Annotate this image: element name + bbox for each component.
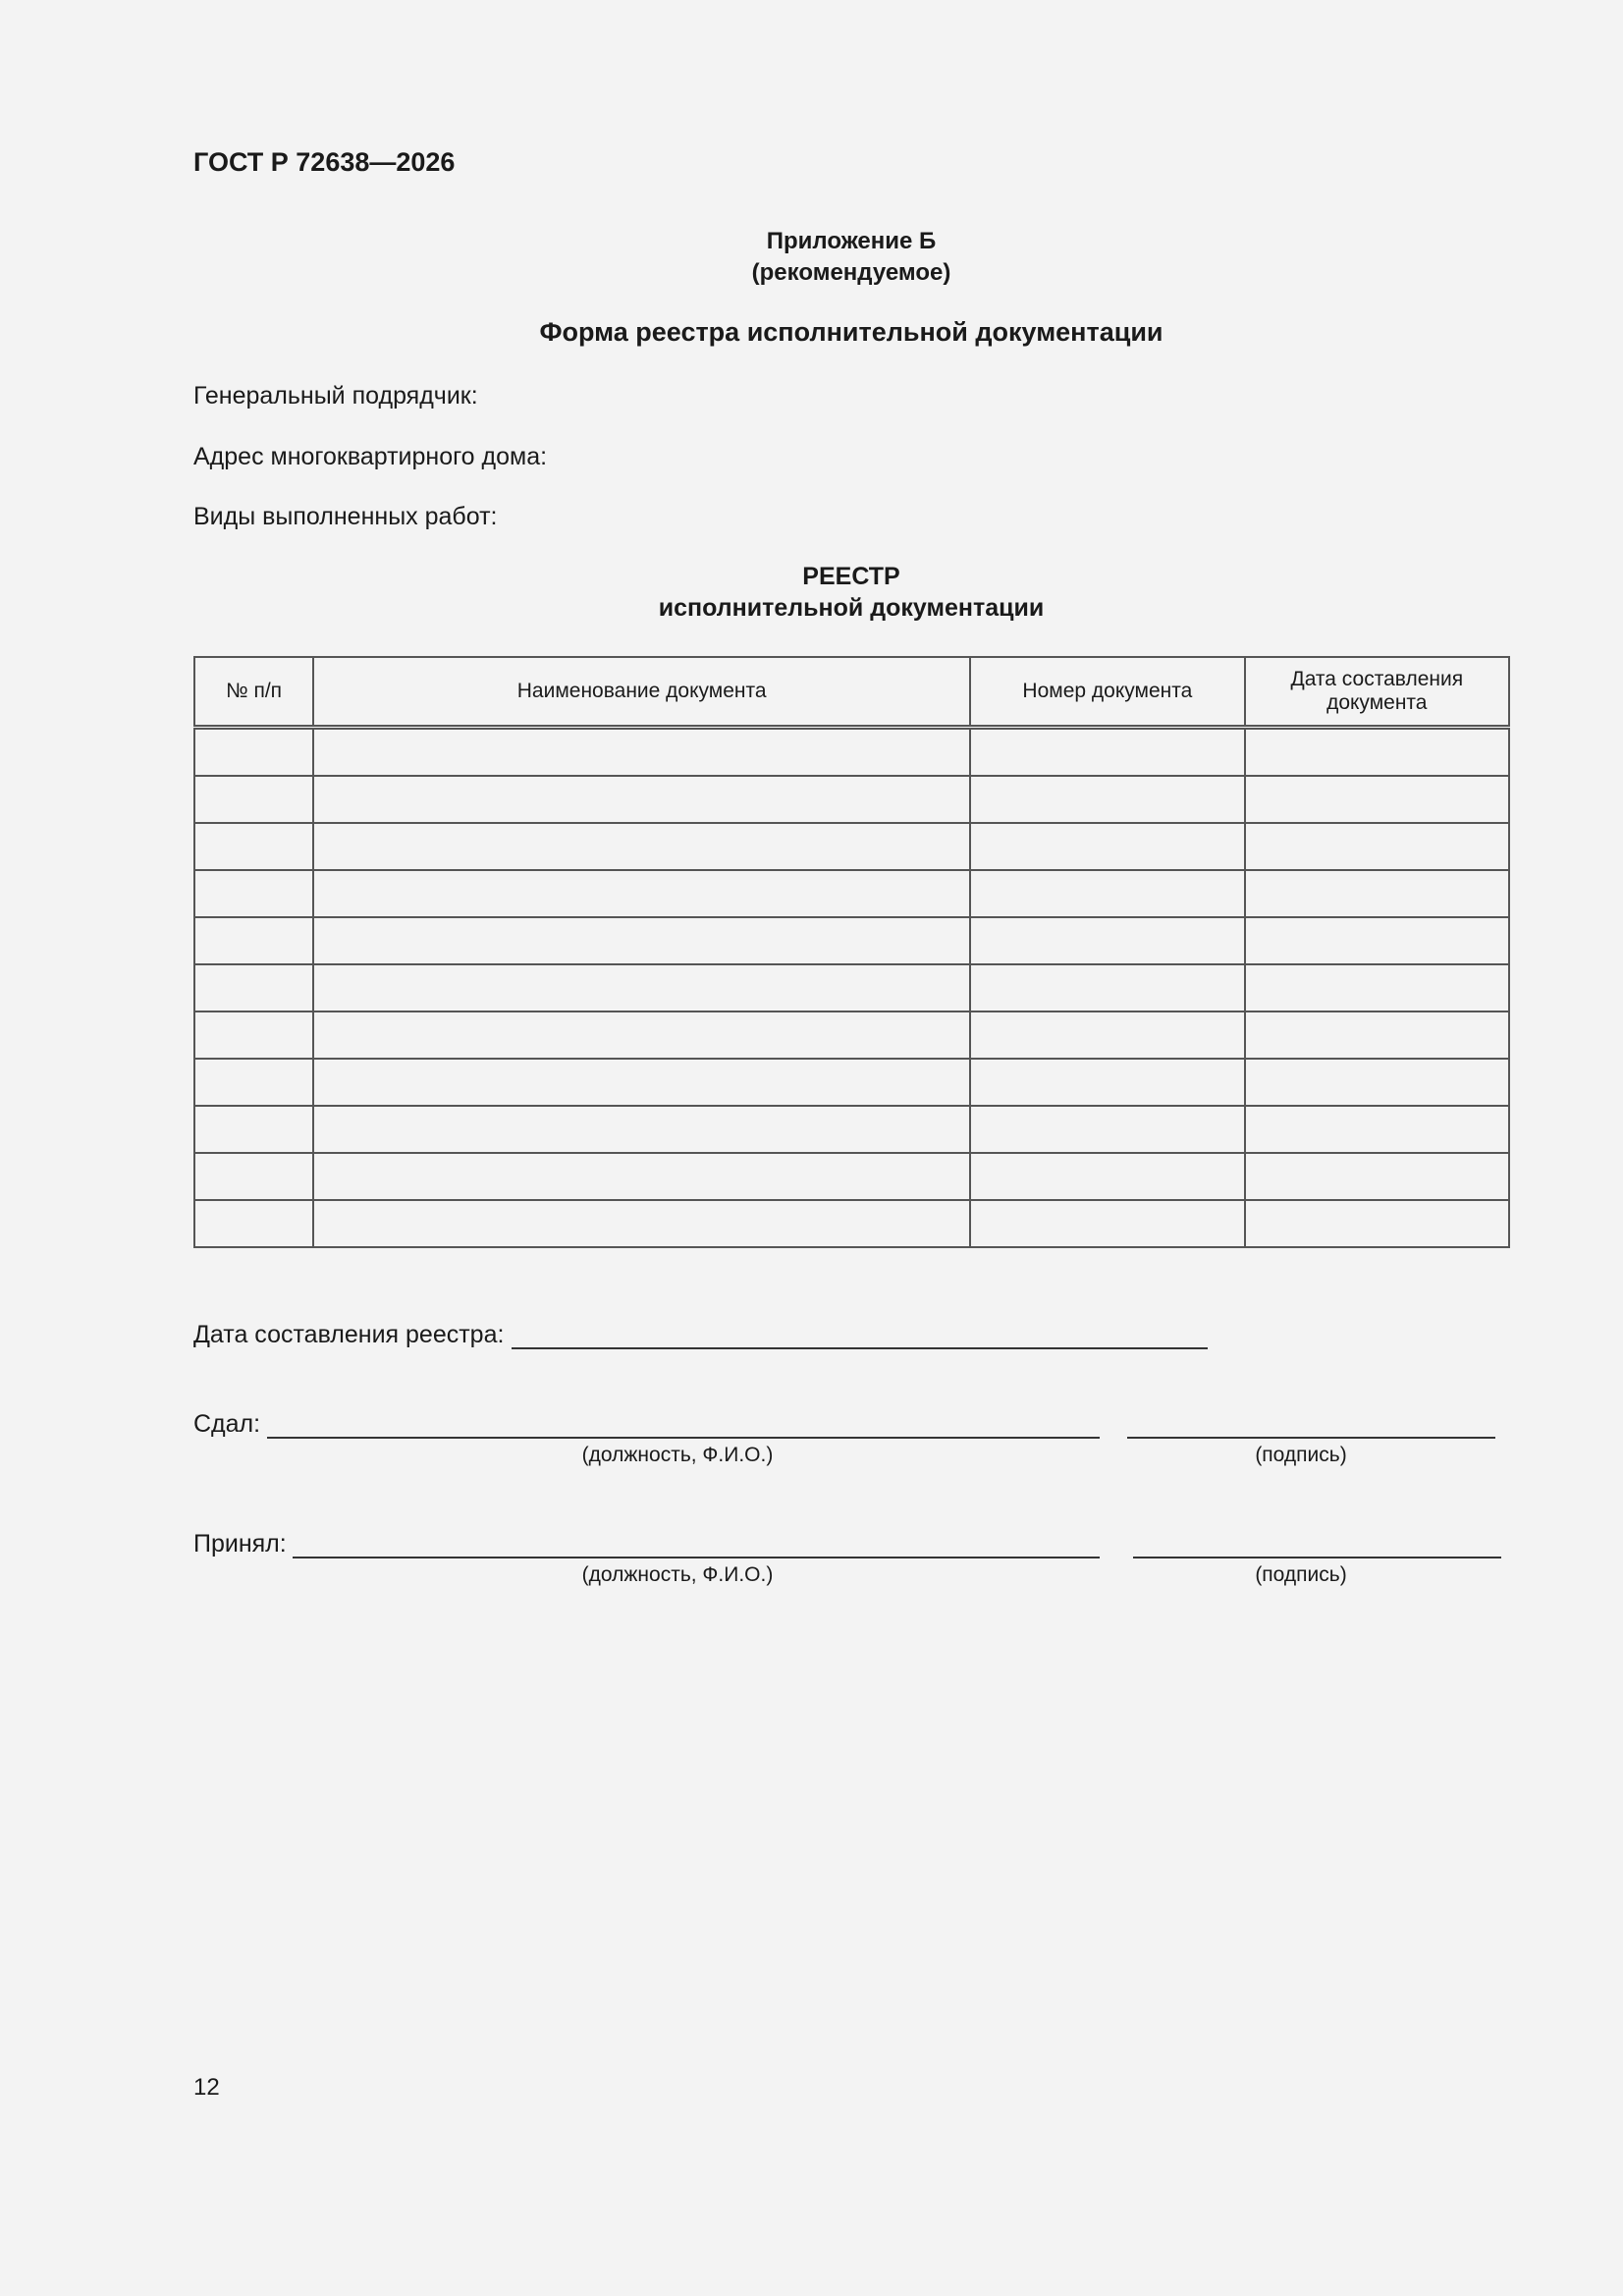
- field-building-address: Адрес многоквартирного дома:: [193, 443, 548, 470]
- table-row: [194, 1106, 1509, 1153]
- cell-document-number[interactable]: [970, 870, 1244, 917]
- cell-document-number[interactable]: [970, 823, 1244, 870]
- table-row: [194, 1153, 1509, 1200]
- cell-number[interactable]: [194, 823, 313, 870]
- registry-table: [193, 656, 1510, 1248]
- cell-document-date[interactable]: [1245, 728, 1509, 777]
- cell-document-number[interactable]: [970, 1106, 1244, 1153]
- cell-number[interactable]: [194, 870, 313, 917]
- cell-document-date[interactable]: [1245, 964, 1509, 1011]
- cell-document-date[interactable]: [1245, 870, 1509, 917]
- cell-number[interactable]: [194, 964, 313, 1011]
- cell-document-name[interactable]: [313, 964, 970, 1011]
- cell-document-name[interactable]: [313, 917, 970, 964]
- table-row: [194, 1200, 1509, 1247]
- annex-title: Приложение Б: [766, 228, 937, 254]
- cell-document-name[interactable]: [313, 728, 970, 777]
- cell-document-number[interactable]: [970, 728, 1244, 777]
- column-header-document-date: Дата составления документа: [1245, 657, 1509, 728]
- page-number: 12: [193, 2074, 220, 2101]
- cell-number[interactable]: [194, 776, 313, 823]
- cell-document-number[interactable]: [970, 1011, 1244, 1059]
- cell-document-date[interactable]: [1245, 917, 1509, 964]
- cell-document-name[interactable]: [313, 776, 970, 823]
- handed-label: Сдал:: [193, 1410, 261, 1438]
- cell-document-number[interactable]: [970, 964, 1244, 1011]
- registry-title: РЕЕСТР: [802, 563, 900, 590]
- cell-document-name[interactable]: [313, 870, 970, 917]
- accepted-signature-caption: (подпись): [1255, 1563, 1347, 1586]
- cell-document-name[interactable]: [313, 1011, 970, 1059]
- form-title: Форма реестра исполнительной документации: [539, 317, 1163, 347]
- cell-document-date[interactable]: [1245, 1011, 1509, 1059]
- cell-number[interactable]: [194, 1153, 313, 1200]
- cell-document-name[interactable]: [313, 1059, 970, 1106]
- annex-status: (рекомендуемое): [751, 259, 951, 286]
- accepted-position-caption: (должность, Ф.И.О.): [581, 1563, 774, 1586]
- cell-document-number[interactable]: [970, 1059, 1244, 1106]
- column-header-document-number: Номер документа: [970, 657, 1244, 728]
- handed-signature-line[interactable]: [1127, 1437, 1495, 1439]
- cell-document-name[interactable]: [313, 1106, 970, 1153]
- registry-subtitle: исполнительной документации: [658, 594, 1045, 622]
- handed-signature-caption: (подпись): [1255, 1444, 1347, 1466]
- column-header-number: № п/п: [194, 657, 313, 728]
- cell-document-date[interactable]: [1245, 1059, 1509, 1106]
- field-work-types: Виды выполненных работ:: [193, 503, 498, 530]
- accepted-label: Принял:: [193, 1530, 287, 1558]
- cell-number[interactable]: [194, 1106, 313, 1153]
- cell-document-date[interactable]: [1245, 1200, 1509, 1247]
- handed-position-caption: (должность, Ф.И.О.): [581, 1444, 774, 1466]
- cell-document-number[interactable]: [970, 1153, 1244, 1200]
- table-row: [194, 1011, 1509, 1059]
- cell-document-number[interactable]: [970, 917, 1244, 964]
- table-row: [194, 823, 1509, 870]
- registry-heading: [193, 561, 1509, 624]
- registry-date-label: Дата составления реестра:: [193, 1321, 505, 1348]
- cell-document-date[interactable]: [1245, 1106, 1509, 1153]
- cell-document-date[interactable]: [1245, 776, 1509, 823]
- cell-document-name[interactable]: [313, 1200, 970, 1247]
- cell-number[interactable]: [194, 917, 313, 964]
- cell-document-date[interactable]: [1245, 1153, 1509, 1200]
- table-row: [194, 870, 1509, 917]
- table-row: [194, 964, 1509, 1011]
- cell-document-date[interactable]: [1245, 823, 1509, 870]
- cell-number[interactable]: [194, 1200, 313, 1247]
- field-general-contractor: Генеральный подрядчик:: [193, 382, 478, 410]
- cell-document-number[interactable]: [970, 776, 1244, 823]
- cell-document-name[interactable]: [313, 1153, 970, 1200]
- cell-number[interactable]: [194, 1059, 313, 1106]
- cell-number[interactable]: [194, 1011, 313, 1059]
- registry-date-line[interactable]: [512, 1347, 1208, 1349]
- cell-document-number[interactable]: [970, 1200, 1244, 1247]
- table-row: [194, 917, 1509, 964]
- table-header-row: [194, 657, 1509, 728]
- column-header-document-name: Наименование документа: [313, 657, 970, 728]
- handed-position-line[interactable]: [267, 1437, 1100, 1439]
- table-row: [194, 776, 1509, 823]
- table-row: [194, 1059, 1509, 1106]
- annex-heading: [193, 226, 1509, 289]
- accepted-signature-line[interactable]: [1133, 1557, 1501, 1558]
- cell-document-name[interactable]: [313, 823, 970, 870]
- accepted-position-line[interactable]: [293, 1557, 1100, 1558]
- table-row: [194, 728, 1509, 777]
- document-code: ГОСТ Р 72638—2026: [193, 147, 456, 177]
- cell-number[interactable]: [194, 728, 313, 777]
